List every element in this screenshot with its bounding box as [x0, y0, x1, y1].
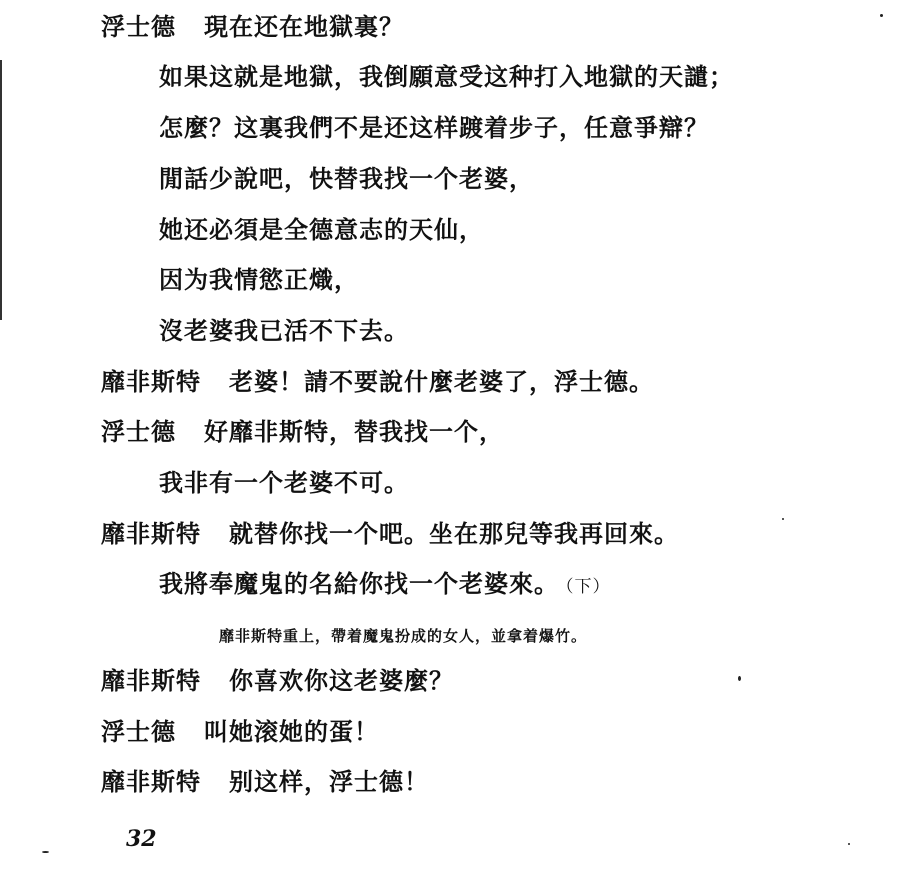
dialogue-line	[101, 367, 654, 397]
dialogue-line	[159, 569, 611, 602]
dialogue-text: 怎麼？这裏我們不是还这样踱着步子，任意爭辯？	[159, 113, 709, 142]
dialogue-line	[159, 265, 359, 295]
dialogue-line	[101, 717, 379, 747]
speaker-name: 浮士德	[101, 417, 176, 446]
exit-direction: （下）	[565, 577, 611, 597]
scan-speck	[848, 843, 850, 845]
dialogue-text: 老婆！請不要說什麼老婆了，浮士德。	[229, 367, 654, 396]
speaker-name: 靡非斯特	[101, 367, 201, 396]
page-edge-shadow	[0, 60, 2, 320]
speaker-name: 靡非斯特	[101, 519, 201, 548]
dialogue-line	[159, 468, 409, 498]
dialogue-line	[101, 417, 504, 447]
scan-speck	[880, 14, 883, 17]
scan-speck	[782, 518, 784, 520]
scan-speck	[42, 851, 49, 853]
scan-speck	[738, 676, 741, 681]
speaker-name: 浮士德	[101, 717, 176, 746]
dialogue-line	[159, 62, 734, 92]
dialogue-text: 叫她滚她的蛋！	[204, 717, 379, 746]
dialogue-text: 好靡非斯特，替我找一个，	[204, 417, 504, 446]
speaker-name: 浮士德	[101, 12, 176, 41]
dialogue-line	[159, 215, 484, 245]
dialogue-line	[101, 767, 429, 797]
dialogue-text: 閒話少說吧，快替我找一个老婆，	[159, 164, 534, 193]
dialogue-line	[159, 316, 409, 346]
dialogue-text: 她还必須是全德意志的天仙，	[159, 215, 484, 244]
dialogue-line	[101, 519, 679, 549]
dialogue-line	[159, 164, 534, 194]
dialogue-text: 因为我情慾正熾，	[159, 265, 359, 294]
dialogue-text: 如果这就是地獄，我倒願意受这种打入地獄的天譴；	[159, 62, 734, 91]
dialogue-text: 就替你找一个吧。坐在那兒等我再回來。	[229, 519, 679, 548]
dialogue-text: 我將奉魔鬼的名給你找一个老婆來。	[159, 569, 559, 598]
dialogue-text: 你喜欢你这老婆麼？	[229, 666, 454, 695]
page-number: 32	[126, 826, 157, 852]
dialogue-line	[101, 12, 404, 42]
speaker-name: 靡非斯特	[101, 767, 201, 796]
dialogue-text: 别这样，浮士德！	[229, 767, 429, 796]
dialogue-line	[159, 113, 709, 143]
dialogue-text: 我非有一个老婆不可。	[159, 468, 409, 497]
stage-direction: 靡非斯特重上，帶着魔鬼扮成的女人，並拿着爆竹。	[219, 627, 588, 645]
speaker-name: 靡非斯特	[101, 666, 201, 695]
dialogue-text: 沒老婆我已活不下去。	[159, 316, 409, 345]
dialogue-text: 現在还在地獄裏？	[204, 12, 404, 41]
dialogue-line	[101, 666, 454, 696]
